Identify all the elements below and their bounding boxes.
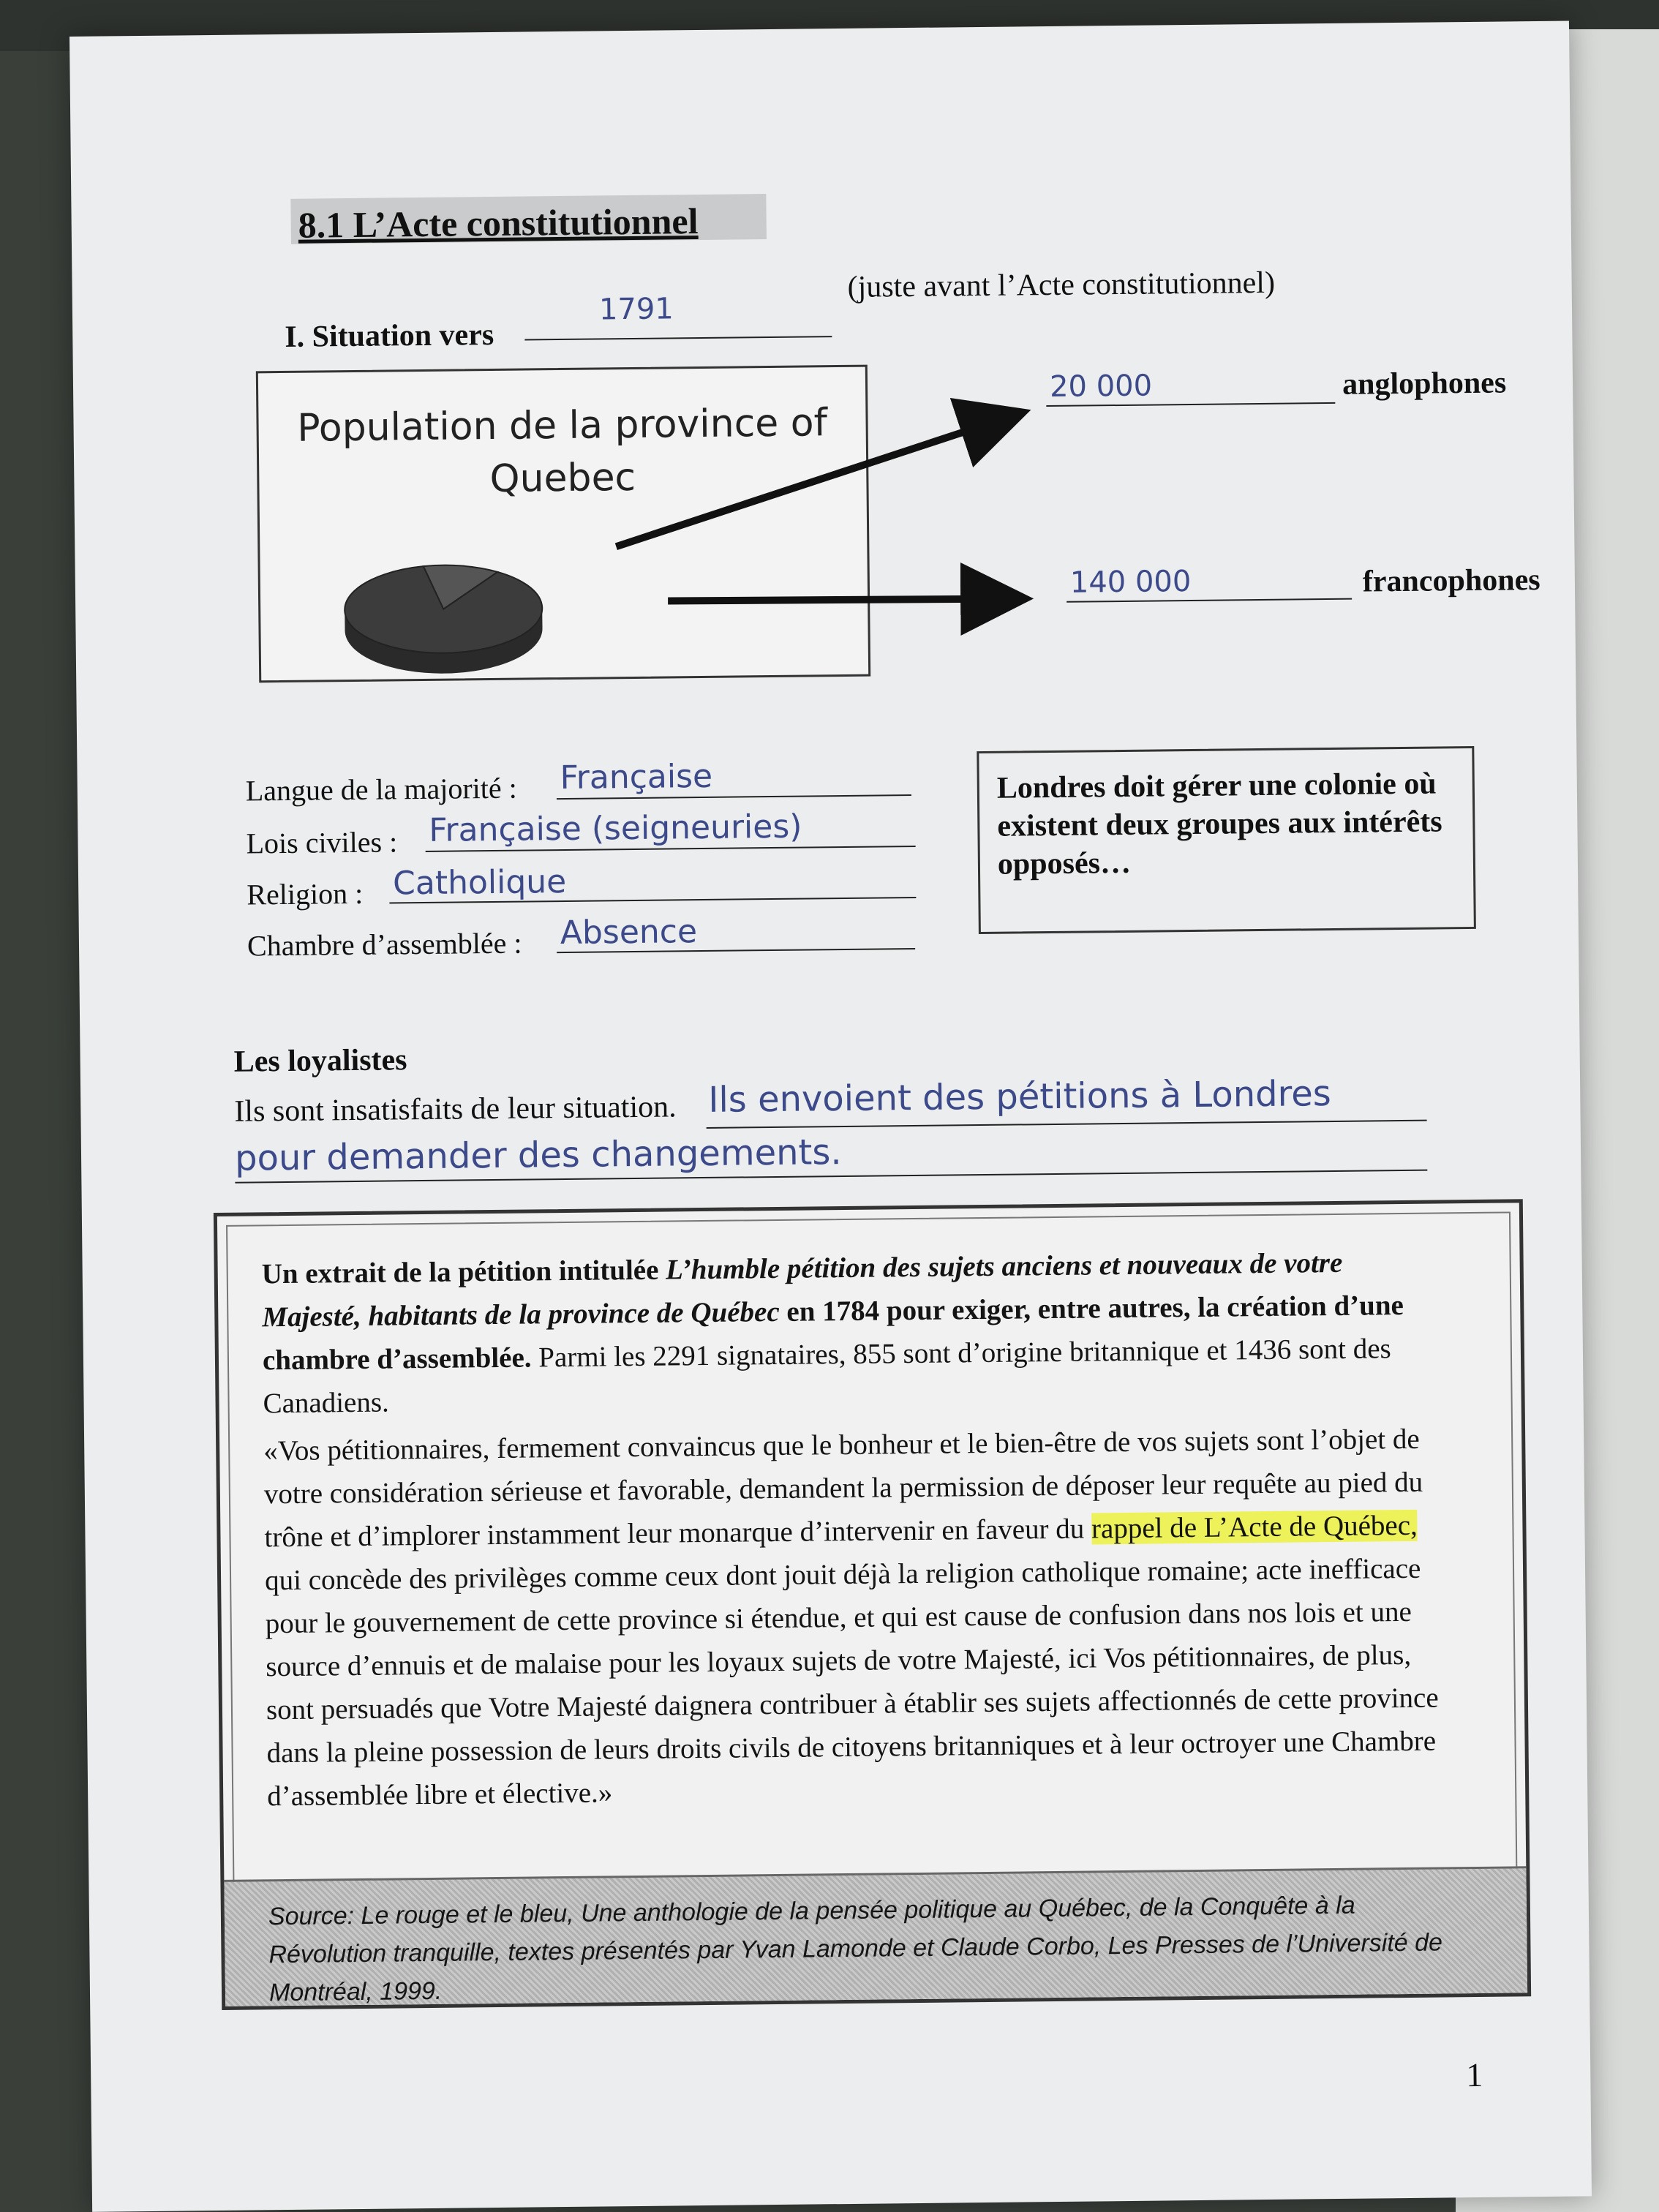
anglophones-answer: 20 000 — [1049, 369, 1153, 404]
quote-before: «Vos pétitionnaires, fermement convaincus que le bonheur et le bien-être de vos sujets sont l’objet de votre considération sérieuse et favorable, demandent la permission de déposer leur requête au pied du trône et d’implorer instamment leur monarque d’intervenir en faveur du — [263, 1423, 1423, 1554]
source-band — [224, 1866, 1527, 2006]
francophones-label: francophones — [1362, 563, 1540, 599]
field-label-langue: Langue de la majorité : — [245, 771, 517, 808]
field-answer-lois: Française (seigneuries) — [429, 808, 802, 849]
arrow-anglophones — [615, 414, 1019, 546]
loyalists-heading: Les loyalistes — [233, 1043, 407, 1079]
year-answer: 1791 — [598, 292, 674, 327]
intro-plain: Parmi les 2291 signataires, 855 sont d’origine britannique et 1436 sont des Canadiens. — [263, 1333, 1391, 1420]
page-number: 1 — [1466, 2055, 1483, 2094]
arrow-francophones — [668, 597, 1019, 602]
side-note-box — [977, 746, 1476, 934]
year-answer-line — [524, 336, 832, 340]
extract-intro — [261, 1240, 1448, 1425]
side-note-text: Londres doit gérer une colonie où existent deux groupes aux intérêts opposés… — [996, 767, 1442, 881]
extract-text — [261, 1240, 1452, 1822]
source-citation: Source: Le rouge et le bleu, Une anthologie de la pensée politique au Québec, de la Conquête à la Révolution tranquille, textes présentés par Yvan Lamonde et Claude Corbo, Les Presses de l’Université de Montréal, 1999. — [268, 1891, 1443, 2007]
field-label-religion: Religion : — [247, 876, 364, 911]
quote-highlight: rappel de L’Acte de Québec, — [1091, 1509, 1418, 1545]
field-answer-religion: Catholique — [392, 862, 567, 903]
intro-bold-2: en 1784 pour exiger, entre autres, la création d’une chambre d’assemblée. — [262, 1289, 1404, 1377]
loyalists-line1 — [707, 1120, 1427, 1129]
quote-after: qui concède des privilèges comme ceux dont jouit déjà la religion catholique romaine; acte inefficace pour le gouvernement de cette province si étendue, et qui est cause de confusion dans nos lois et une source d’ennuis et de malaise pour les loyaux sujets de votre Majesté, ici Vos pétitionnaires, de plus, sont persuadés que Votre Majesté daignera contribuer à établir ses sujets affectionnés de cette province dans la pleine possession de leurs droits civils de citoyens britanniques et à leur octroyer une Chambre d’assemblée libre et élective.» — [264, 1552, 1439, 1813]
anglophones-label: anglophones — [1342, 366, 1507, 402]
loyalists-sentence: Ils sont insatisfaits de leur situation. — [234, 1090, 677, 1129]
field-answer-chambre: Absence — [560, 913, 698, 952]
arrows-layer — [585, 392, 1056, 690]
worksheet-page — [69, 21, 1592, 2212]
situation-note: (juste avant l’Acte constitutionnel) — [847, 266, 1276, 304]
intro-bold-1: Un extrait de la pétition intitulée — [261, 1254, 659, 1290]
pie-3d — [345, 564, 543, 674]
extract-quote — [263, 1417, 1452, 1818]
chart-title: Population de la province of Quebec — [297, 401, 828, 502]
field-label-chambre: Chambre d’assemblée : — [247, 926, 522, 963]
situation-label: I. Situation vers — [285, 317, 494, 354]
intro-petition-title: L’humble pétition des sujets anciens et nouveaux de votre Majesté, habitants de la province de Québec — [262, 1246, 1343, 1333]
field-label-lois: Lois civiles : — [246, 825, 398, 860]
loyalists-answer-line1: Ils envoient des pétitions à Londres — [707, 1073, 1332, 1121]
section-title: 8.1 L’Acte constitutionnel — [298, 200, 699, 246]
petition-extract-box — [214, 1199, 1531, 2010]
field-answer-langue: Française — [560, 757, 713, 797]
francophones-answer: 140 000 — [1069, 564, 1192, 600]
loyalists-answer-line2: pour demander des changements. — [234, 1132, 842, 1179]
